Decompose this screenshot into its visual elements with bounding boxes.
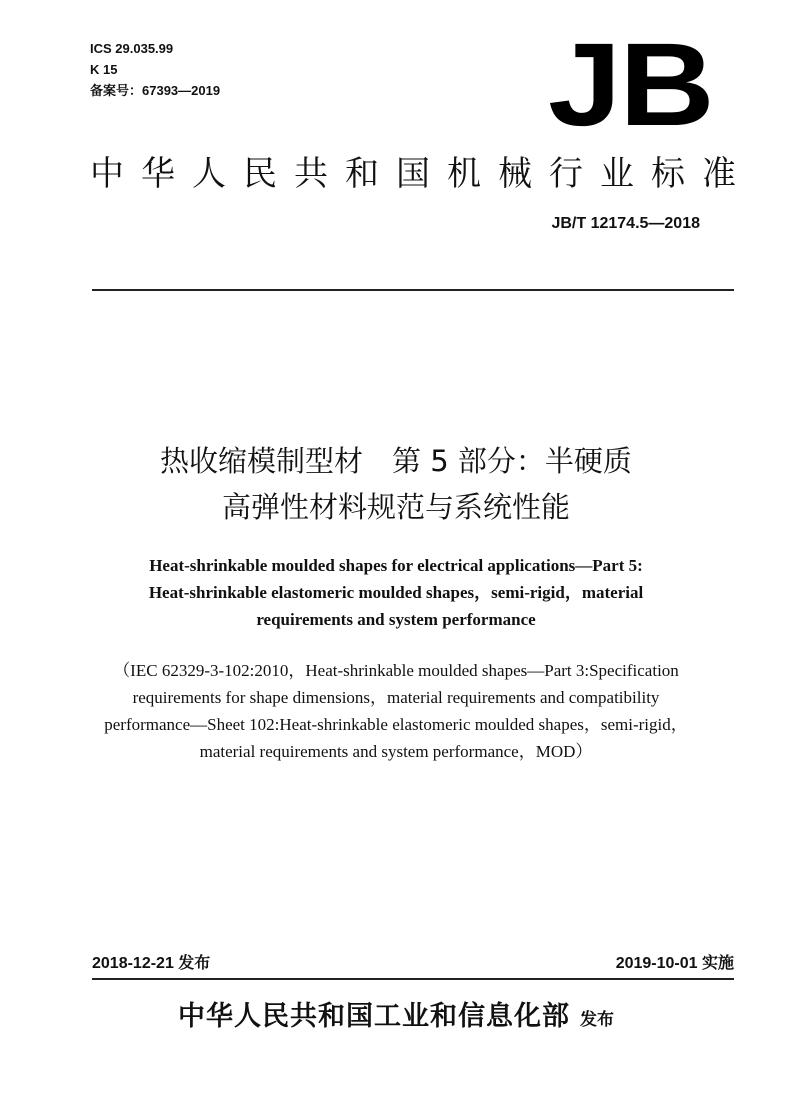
issue-date: 2018-12-21 发布 [92, 955, 211, 972]
chinese-title-line-1: 热收缩模制型材 第 5 部分：半硬质 [160, 444, 632, 478]
publisher-line [0, 994, 792, 1043]
filing-number: 备案号：67393—2019 [90, 83, 221, 98]
publisher-verb: 发布 [580, 1010, 614, 1030]
industry-standard-title: 中华人民共和国机械行业标准 [90, 154, 753, 194]
jb-logo: JB [548, 19, 713, 151]
publisher-name: 中华人民共和国工业和信息化部 [178, 1001, 570, 1032]
standard-number: JB/T 12174.5—2018 [551, 215, 700, 232]
classification-block [90, 38, 220, 101]
iec-reference-line-4: material requirements and system performance，MOD） [199, 742, 593, 761]
ics-code: ICS 29.035.99 [90, 41, 174, 56]
chinese-title-line-2: 高弹性材料规范与系统性能 [221, 490, 570, 524]
english-title-line-3: requirements and system performance [256, 610, 536, 629]
top-divider [92, 289, 734, 291]
iec-reference-line-2: requirements for shape dimensions，material requirements and compatibility [132, 688, 660, 707]
english-title-line-1: Heat-shrinkable moulded shapes for electrical applications—Part 5: [149, 556, 643, 575]
english-title-line-2: Heat-shrinkable elastomeric moulded shapes，semi-rigid，material [148, 583, 644, 602]
bottom-divider [92, 978, 734, 980]
category-code: K 15 [90, 62, 118, 77]
implementation-date: 2019-10-01 实施 [615, 955, 734, 972]
iec-reference-line-3: performance—Sheet 102:Heat-shrinkable elastomeric moulded shapes，semi-rigid， [104, 715, 688, 734]
iec-reference-line-1: （IEC 62329-3-102:2010，Heat-shrinkable moulded shapes—Part 3:Specification [113, 661, 679, 680]
